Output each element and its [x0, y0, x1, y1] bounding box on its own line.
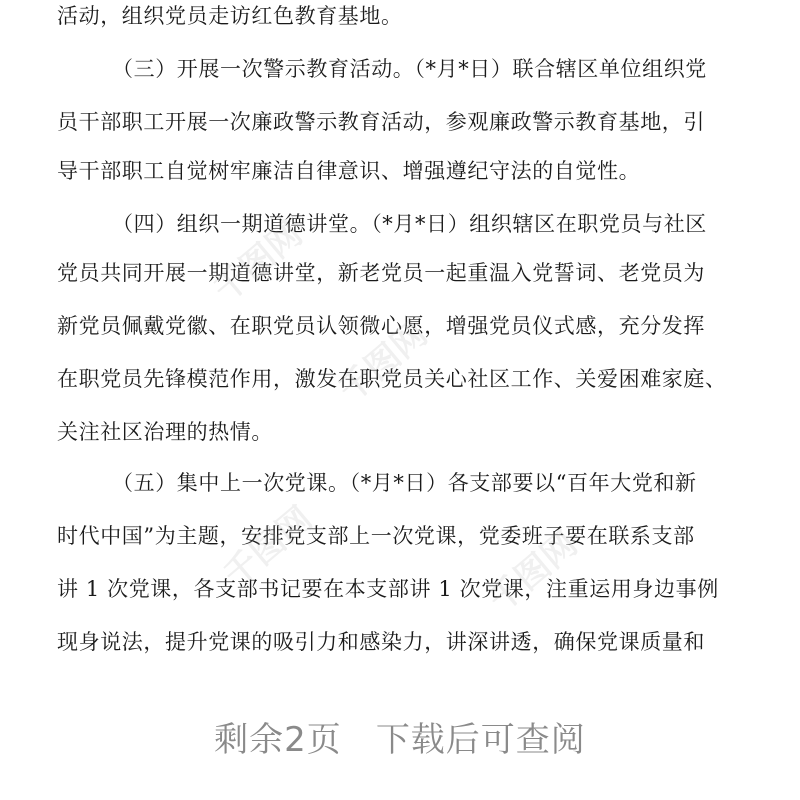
- watermark: 千图网: [481, 524, 586, 621]
- body-line: 讲 1 次党课，各支部书记要在本支部讲 1 次党课，注重运用身边事例: [57, 577, 719, 601]
- body-line: 导干部职工自觉树牢廉洁自律意识、增强遵纪守法的自觉性。: [57, 159, 641, 183]
- section-heading-line: （三）开展一次警示教育活动。（*月*日）联合辖区单位组织党: [112, 57, 707, 81]
- section-heading-line: （四）组织一期道德讲堂。（*月*日）组织辖区在职党员与社区: [112, 212, 707, 236]
- body-line: 关注社区治理的热情。: [57, 420, 273, 444]
- body-line: 现身说法，提升党课的吸引力和感染力，讲深讲透，确保党课质量和: [57, 630, 705, 654]
- body-line: 在职党员先锋模范作用，激发在职党员关心社区工作、关爱困难家庭、: [57, 367, 727, 391]
- body-line: 新党员佩戴党徽、在职党员认领微心愿，增强党员仪式感，充分发挥: [57, 314, 705, 338]
- download-hint-label: 下载后可查阅: [375, 720, 586, 760]
- body-line: 活动，组织党员走访红色教育基地。: [57, 4, 403, 28]
- watermark: 千图网: [206, 214, 311, 311]
- watermark: 千图网: [331, 314, 436, 411]
- body-line: 时代中国”为主题，安排党支部上一次党课，党委班子要在联系支部: [57, 524, 695, 548]
- remaining-pages-label: 剩余2页: [214, 720, 342, 760]
- body-line: 党员共同开展一期道德讲堂，新老党员一起重温入党誓词、老党员为: [57, 261, 705, 285]
- section-heading-line: （五）集中上一次党课。（*月*日）各支部要以“百年大党和新: [112, 471, 697, 495]
- watermark: 千图网: [216, 499, 321, 596]
- download-prompt[interactable]: [0, 712, 800, 761]
- body-line: 员干部职工开展一次廉政警示教育活动，参观廉政警示教育基地，引: [57, 110, 705, 134]
